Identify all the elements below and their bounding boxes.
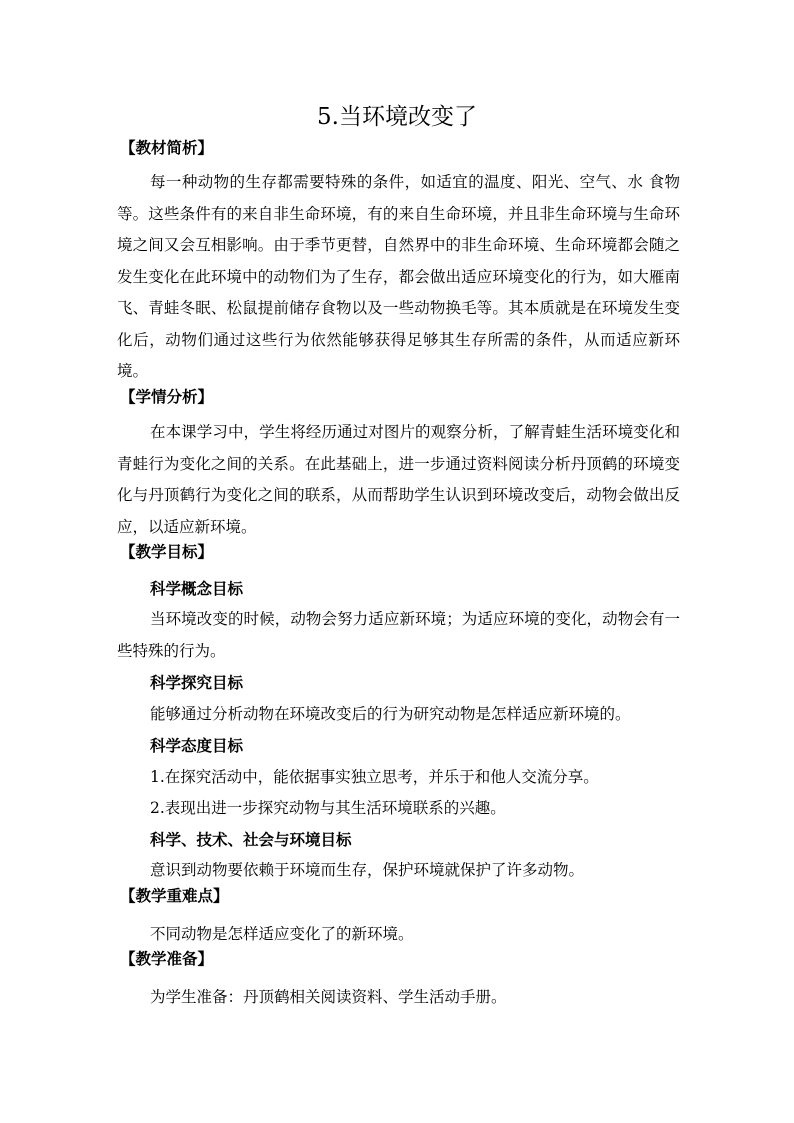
key-points-text: 不同动物是怎样适应变化了的新环境。 — [150, 925, 414, 943]
inquiry-objective-text: 能够通过分析动物在环境改变后的行为研究动物是怎样适应新环境的。 — [150, 705, 631, 723]
attitude-objective-item-2: 2.表现出进一步探究动物与其生活环境联系的兴趣。 — [150, 799, 506, 817]
section-heading-textbook-analysis: 【教材简析】 — [120, 138, 214, 157]
learner-analysis-paragraph: 在本课学习中，学生将经历通过对图片的观察分析，了解青蛙生活环境变化和青蛙行为变化之间的关系。在此基础上，进一步通过资料阅读分析丹顶鹤的环境变化与丹顶鹤行为变化之间的联系，从而帮助学生认识到环境改变后，动物会做出反应，以适应新环境。 — [117, 423, 680, 536]
section-heading-learner-analysis: 【学情分析】 — [120, 387, 214, 406]
attitude-objective-item-1: 1.在探究活动中，能依据事实独立思考，并乐于和他人交流分享。 — [150, 768, 599, 786]
inquiry-objective-title: 科学探究目标 — [150, 673, 244, 692]
textbook-analysis-paragraph: 每一种动物的生存都需要特殊的条件，如适宜的温度、阳光、空气、水 食物等。这些条件有的来自非生命环境，有的来自生命环境，并且非生命环境与生命环境之间又会互相影响。由于季节更替，自然界中的非生命环境、生命环境都会随之发生变化在此环境中的动物们为了生存，都会做出适应环境变化的行为，如大雁南飞、青蛙冬眠、松鼠提前储存食物以及一些动物换毛等。其本质就是在环境发生变化后，动物们通过这些行为依然能够获得足够其生存所需的条件，从而适应新环境。 — [117, 173, 680, 380]
concept-objective-title: 科学概念目标 — [150, 579, 244, 598]
section-heading-preparation: 【教学准备】 — [120, 949, 214, 968]
stse-objective-text: 意识到动物要依赖于环境而生存，保护环境就保护了许多动物。 — [150, 861, 585, 879]
concept-objective-text: 当环境改变的时候，动物会努力适应新环境；为适应环境的变化，动物会有一些特殊的行为。 — [117, 610, 680, 660]
attitude-objective-title: 科学态度目标 — [150, 736, 244, 755]
section-heading-objectives: 【教学目标】 — [120, 542, 214, 561]
page-title: 5.当环境改变了 — [317, 104, 477, 130]
preparation-text: 为学生准备：丹顶鹤相关阅读资料、学生活动手册。 — [150, 988, 507, 1006]
stse-objective-title: 科学、技术、社会与环境目标 — [150, 830, 352, 849]
section-heading-key-points: 【教学重难点】 — [120, 886, 229, 905]
